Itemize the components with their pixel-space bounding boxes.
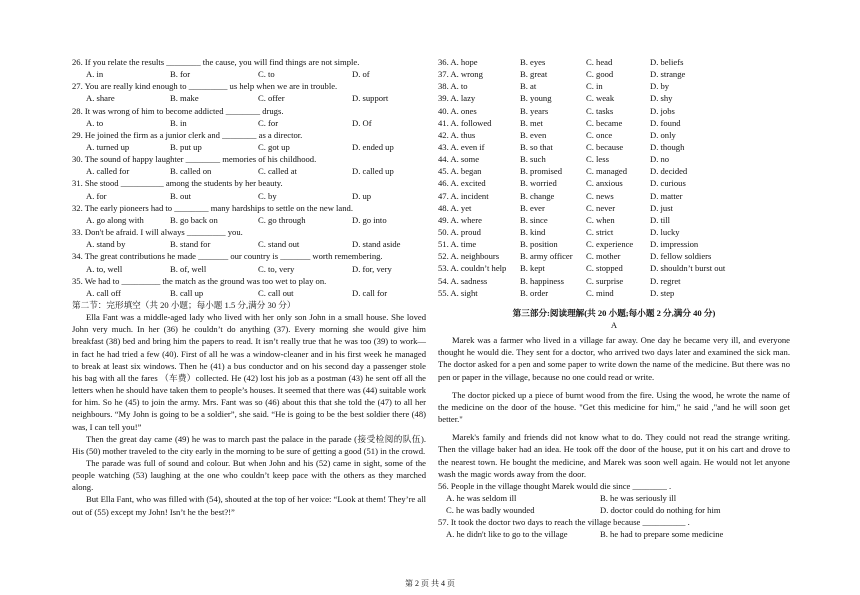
cloze-option-row [438, 250, 790, 262]
section-2-heading: 第二节：完形填空（共 20 小题；每小题 1.5 分,满分 30 分） [72, 299, 296, 310]
cloze-option: C. experience [586, 239, 634, 250]
cloze-option: 40. A. ones [438, 105, 477, 116]
option: C. got up [258, 142, 290, 153]
reading-paragraph: Marek was a farmer who lived in a village far away. One day he became very ill, and everyone thought he would die. They sent for a doctor, who arrived two days later and examined the sick man. The doctor asked for a pen and some paper to write down the name of the medicine. But there was no pen or paper in the village, because no one could read or write. [438, 335, 790, 382]
question-text: 26. If you relate the results ________ the cause, you will find things are not simple. [72, 57, 360, 67]
cloze-option-row [438, 214, 790, 226]
cloze-option-row [438, 275, 790, 287]
option: A. he didn't like to go to the village [446, 529, 568, 540]
cloze-option: 49. A. where [438, 214, 482, 225]
cloze-option: C. anxious [586, 178, 623, 189]
option-row [72, 190, 426, 202]
cloze-option: D. strange [650, 69, 686, 80]
reading-paragraph: Marek's family and friends did not know what to do. They could not read the strange writing. Then the village baker had an idea. He took off the door of the house, put it on his cart and drove to the nearest town. He bought the medicine, and Marek was soon well again. He would not let anyone wash the magic words away from the door. [438, 432, 790, 479]
cloze-option: C. in [586, 81, 603, 92]
option: A. to [86, 117, 104, 128]
passage-a-label: A [610, 319, 618, 330]
cloze-option: 54. A. sadness [438, 275, 488, 286]
cloze-option: C. mind [586, 287, 614, 298]
option: A. turned up [86, 142, 130, 153]
option: B. stand for [170, 239, 211, 250]
cloze-option: B. so that [520, 141, 553, 152]
cloze-option: B. since [520, 214, 548, 225]
option-row [72, 141, 426, 153]
cloze-option: B. even [520, 129, 547, 140]
option: A. stand by [86, 239, 126, 250]
question-text: 56. People in the village thought Marek would die since ________ . [438, 480, 672, 491]
question-text: 31. She stood __________ among the students by her beauty. [72, 178, 283, 189]
reading-questions [438, 480, 790, 541]
question-text: 27. You are really kind enough to _________ us help when we are in trouble. [72, 81, 338, 92]
question-text: 35. We had to _________ the match as the ground was too wet to play on. [72, 275, 327, 286]
reading-paragraph: The doctor picked up a piece of burnt wood from the fire. Using the wood, he wrote the name of the medicine on the door of the house. "Get this medicine for him," he said ,"and he will soon get better." [438, 389, 790, 425]
cloze-option: D. though [650, 141, 685, 152]
cloze-option: 51. A. time [438, 239, 477, 250]
passage-paragraph: But Ella Fant, who was filled with (54), shouted at the top of her voice: “Look at them! They’re all out of (55) except my John! Isn’t he the best?!” [72, 494, 426, 517]
option: D. called up [352, 166, 394, 177]
cloze-option-row [438, 129, 790, 141]
cloze-option-row [438, 165, 790, 177]
option: A. share [86, 93, 115, 104]
cloze-option: D. no [650, 154, 670, 165]
cloze-option: C. weak [586, 93, 615, 104]
cloze-option: B. position [520, 239, 558, 250]
option: D. doctor could do nothing for him [600, 505, 721, 516]
cloze-option: C. once [586, 129, 613, 140]
cloze-option: B. promised [520, 166, 563, 177]
option: B. call up [170, 287, 204, 298]
cloze-option: B. kind [520, 226, 546, 237]
cloze-passage [72, 311, 426, 518]
option: B. he had to prepare some medicine [600, 529, 724, 540]
question-text: 28. It was wrong of him to become addicted ________ drugs. [72, 105, 284, 116]
cloze-option-row [438, 92, 790, 104]
option: D. Of [352, 117, 372, 128]
option: C. called at [258, 166, 297, 177]
cloze-option-row [438, 80, 790, 92]
cloze-option: D. lucky [650, 226, 680, 237]
cloze-option-row [438, 287, 790, 299]
cloze-option: 38. A. to [438, 81, 468, 92]
option: A. to, well [86, 263, 123, 274]
question-text: 33. Don't be afraid. I will always _________ you. [72, 227, 243, 238]
cloze-option: C. surprise [586, 275, 624, 286]
cloze-option: C. because [586, 141, 624, 152]
cloze-option: D. matter [650, 190, 683, 201]
option: B. of, well [170, 263, 207, 274]
option: D. support [352, 93, 389, 104]
passage-paragraph: The parade was full of sound and colour. But when John and his (52) came in sight, some of the people watching (53) laughing at the one who couldn’t keep pace with the others as they marched along. [72, 458, 426, 493]
cloze-option-row [438, 177, 790, 189]
option: C. for [258, 117, 279, 128]
cloze-option: B. army officer [520, 251, 573, 262]
option: B. make [170, 93, 199, 104]
option-row [438, 492, 790, 504]
right-column [438, 56, 790, 541]
cloze-option: C. never [586, 202, 616, 213]
cloze-option: B. such [520, 154, 546, 165]
option-row [72, 92, 426, 104]
cloze-option: D. decided [650, 166, 688, 177]
option-row [72, 68, 426, 80]
option: B. called on [170, 166, 212, 177]
cloze-option: 43. A. even if [438, 141, 485, 152]
cloze-option: C. managed [586, 166, 628, 177]
cloze-option: D. impression [650, 239, 699, 250]
option-row [72, 117, 426, 129]
option: B. for [170, 69, 191, 80]
part-3-heading: 第三部分:阅读理解(共 20 小题;每小题 2 分,满分 40 分) [512, 307, 716, 318]
option: D. up [352, 190, 372, 201]
option: B. he was seriously ill [600, 493, 677, 503]
cloze-option: C. less [586, 154, 609, 165]
cloze-option-row [438, 117, 790, 129]
cloze-option: 46. A. excited [438, 178, 486, 189]
cloze-option: B. ever [520, 202, 545, 213]
option: C. to [258, 69, 275, 80]
option: D. ended up [352, 142, 394, 153]
cloze-option: 45. A. began [438, 166, 482, 177]
cloze-option: 47. A. incident [438, 190, 489, 201]
cloze-option: D. curious [650, 178, 686, 189]
cloze-option-row [438, 56, 790, 68]
left-column [72, 56, 426, 518]
option: D. for, very [352, 263, 392, 274]
cloze-option: 44. A. some [438, 154, 480, 165]
reading-passage [438, 334, 790, 480]
option-row [72, 214, 426, 226]
option: B. out [170, 190, 192, 201]
option-row [72, 263, 426, 275]
cloze-options-list [438, 56, 790, 299]
cloze-option: 36. A. hope [438, 57, 478, 67]
cloze-option: 37. A. wrong [438, 69, 483, 80]
option: C. stand out [258, 239, 300, 250]
option: D. of [352, 69, 370, 80]
passage-paragraph: Then the great day came (49) he was to march past the palace in the parade (接受检阅的队伍). His (50) mother traveled to the city early in the morning to be sure of getting a good (51) in the crowd. [72, 433, 426, 456]
cloze-option: 50. A. proud [438, 226, 481, 237]
cloze-option-row [438, 105, 790, 117]
cloze-option: C. news [586, 190, 614, 201]
question-text: 34. The great contributions he made _______ our country is _______ worth remembering. [72, 251, 383, 262]
option: C. by [258, 190, 277, 201]
cloze-option: B. great [520, 69, 548, 80]
question-text: 30. The sound of happy laughter ________ memories of his childhood. [72, 154, 317, 165]
cloze-option: D. regret [650, 275, 681, 286]
cloze-option: 42. A. thus [438, 129, 476, 140]
option: B. go back on [170, 214, 218, 225]
cloze-option: B. order [520, 287, 549, 298]
cloze-option: B. happiness [520, 275, 564, 286]
option-row [72, 238, 426, 250]
cloze-option: D. jobs [650, 105, 675, 116]
cloze-option: C. good [586, 69, 614, 80]
cloze-option: B. change [520, 190, 555, 201]
cloze-option-row [438, 190, 790, 202]
page-footer: 第 2 页 共 4 页 [405, 579, 455, 588]
cloze-option: B. kept [520, 263, 545, 274]
option: D. stand aside [352, 239, 401, 250]
cloze-option: D. step [650, 287, 675, 298]
cloze-option: D. by [650, 81, 670, 92]
option: A. call off [86, 287, 121, 298]
option: C. he was badly wounded [446, 505, 535, 516]
cloze-option: D. shy [650, 93, 673, 104]
option: B. put up [170, 142, 202, 153]
cloze-option: C. stopped [586, 263, 623, 274]
cloze-option: 53. A. couldn’t help [438, 263, 507, 274]
option-row [72, 287, 426, 299]
cloze-option: 41. A. followed [438, 117, 492, 128]
cloze-option: B. years [520, 105, 549, 116]
passage-paragraph: Ella Fant was a middle-aged lady who lived with her only son John in a small house. She loved John very much. In her (36) he couldn’t do anything (37). Every morning she would give him breakfast (38) bed and bring him the papers to read. It isn’t really true that he was too (39) to work—in fact he had tried a few (40). First of all he was a window-cleaner and in his first week he managed to break at least six windows. Then he (41) a bus conductor and on his second day a passenger stole his bag with all the fares （车费）collected. He (42) lost his job as a postman (43) he sent off all the letters when he should have taken them to people’s houses. It seemed that there was (44) suitable work for him. So he (45) to join the army. Mrs. Fant was so (46) about this that she told the (47) to all her neighbours. “My John is going to be a soldier”, she said. “He is going to be the best soldier there (48) was, I can tell you!” [72, 312, 426, 432]
option: B. in [170, 117, 187, 128]
cloze-option-row [438, 238, 790, 250]
question-text: 29. He joined the firm as a junior clerk and ________ as a director. [72, 129, 303, 140]
cloze-option: 48. A. yet [438, 202, 472, 213]
cloze-option: 55. A. sight [438, 287, 478, 298]
cloze-option-row [438, 262, 790, 274]
cloze-option-row [438, 153, 790, 165]
cloze-option-row [438, 202, 790, 214]
cloze-option: C. tasks [586, 105, 614, 116]
cloze-option: D. just [650, 202, 673, 213]
cloze-option: B. young [520, 93, 552, 104]
option: A. go along with [86, 214, 144, 225]
cloze-option-row [438, 141, 790, 153]
cloze-option: B. met [520, 117, 543, 128]
option-row [438, 528, 790, 540]
cloze-option: D. shouldn’t burst out [650, 263, 726, 274]
cloze-option: B. eyes [520, 57, 546, 67]
multiple-choice-questions [72, 56, 426, 299]
cloze-option: B. at [520, 81, 537, 92]
cloze-option: 52. A. neighbours [438, 251, 500, 262]
option: A. he was seldom ill [446, 493, 517, 503]
option-row [438, 504, 790, 516]
option: A. in [86, 69, 104, 80]
cloze-option-row [438, 68, 790, 80]
option: D. call for [352, 287, 388, 298]
option: C. to, very [258, 263, 295, 274]
option: C. go through [258, 214, 306, 225]
question-text: 57. It took the doctor two days to reach the village because __________ . [438, 517, 690, 528]
cloze-option-row [438, 226, 790, 238]
cloze-option: C. became [586, 117, 623, 128]
cloze-option: 39. A. lazy [438, 93, 476, 104]
option-row [72, 165, 426, 177]
option: A. called for [86, 166, 130, 177]
cloze-option: C. when [586, 214, 615, 225]
cloze-option: D. only [650, 129, 676, 140]
cloze-option: D. till [650, 214, 671, 225]
cloze-option: C. head [586, 57, 613, 67]
cloze-option: D. beliefs [650, 57, 684, 67]
question-text: 32. The early pioneers had to ________ many hardships to settle on the new land. [72, 202, 353, 213]
cloze-option: D. found [650, 117, 681, 128]
option: A. for [86, 190, 107, 201]
option: C. offer [258, 93, 285, 104]
option: C. call out [258, 287, 294, 298]
option: D. go into [352, 214, 387, 225]
cloze-option: C. strict [586, 226, 614, 237]
cloze-option: C. mother [586, 251, 621, 262]
cloze-option: D. fellow soldiers [650, 251, 712, 262]
cloze-option: B. worried [520, 178, 557, 189]
